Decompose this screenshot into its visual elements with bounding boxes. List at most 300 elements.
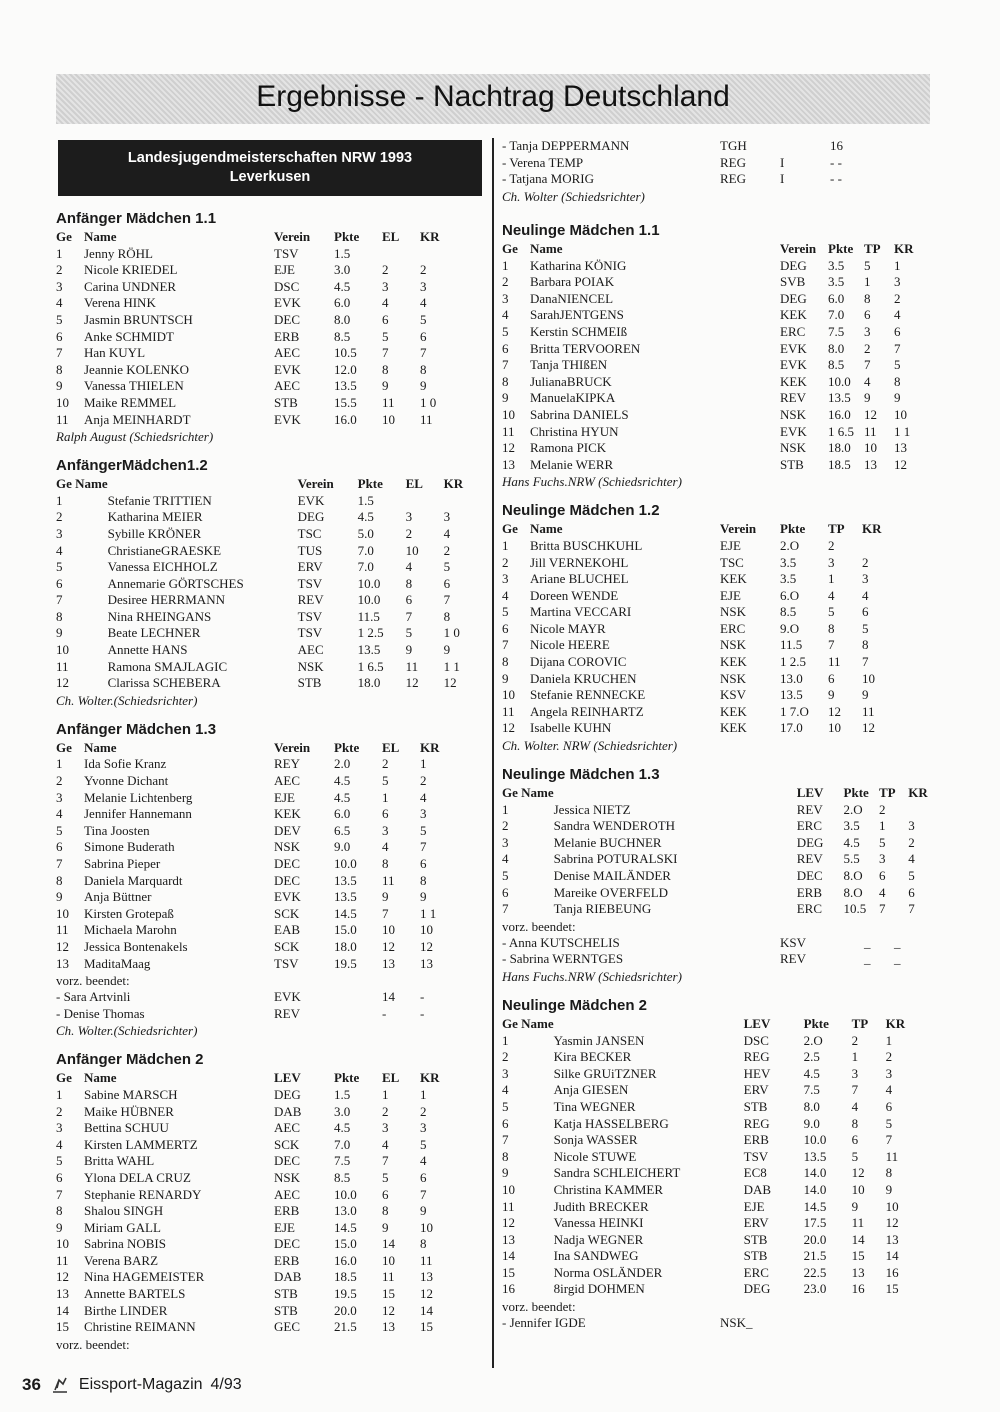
table-cell: REV — [796, 851, 823, 867]
referee: Ch. Wolter.(Schiedsrichter) — [56, 1023, 198, 1039]
table-cell — [334, 989, 382, 1006]
table-row — [56, 1303, 450, 1320]
column-header: Ge Name — [502, 785, 554, 801]
table-cell: 5 — [405, 625, 413, 641]
table-cell: 4 — [862, 587, 869, 603]
table-header — [56, 740, 450, 757]
column-header: Name — [84, 739, 117, 755]
table-cell: Sandra WENDEROTH — [553, 818, 676, 834]
table-cell: DSC — [743, 1032, 769, 1048]
table-cell: 3 — [420, 806, 427, 822]
table-cell: 9 — [828, 687, 835, 703]
table-cell: 6.0 — [334, 806, 351, 822]
table-cell: 2.5 — [803, 1049, 820, 1065]
table-cell: 5 — [828, 604, 835, 620]
table-cell — [828, 935, 864, 952]
table-row — [502, 407, 918, 424]
table-cell: 5 — [908, 868, 915, 883]
table-cell: ChristianeGRAESKE — [107, 542, 222, 558]
table-cell: 13 — [382, 955, 395, 971]
table-cell: 14 — [885, 1248, 899, 1264]
table-cell: 7 — [502, 357, 509, 373]
table-cell: 18.0 — [828, 440, 851, 456]
table-cell: 15 — [420, 1319, 433, 1335]
table-cell: 6 — [862, 604, 869, 620]
table-row — [56, 1087, 450, 1104]
table-cell: 4 — [828, 587, 835, 603]
table-cell: 14.5 — [334, 1219, 357, 1235]
table-cell: 6.O — [780, 587, 800, 603]
table-cell: EVK — [274, 411, 301, 427]
table-row — [502, 818, 932, 835]
table-cell: - Tanja DEPPERMANN — [502, 138, 630, 153]
table-row — [502, 1082, 916, 1099]
table-cell: 13.5 — [334, 378, 357, 394]
table-cell: 11 — [382, 872, 395, 888]
results-section — [56, 455, 486, 709]
column-header: Pkte — [843, 785, 869, 801]
table-cell: 1.5 — [334, 1086, 351, 1102]
table-cell: NSK — [720, 604, 747, 620]
table-cell: 1 — [56, 1086, 63, 1102]
table-row — [502, 538, 892, 555]
table-cell: Nina RHEINGANS — [107, 608, 212, 624]
table-cell: REV — [780, 390, 806, 406]
table-cell: 5 — [502, 323, 509, 339]
table-cell: 3 — [502, 571, 509, 587]
table-cell: Daniela Marquardt — [84, 872, 183, 888]
table-cell: 5 — [420, 311, 427, 327]
table-cell: 15 — [851, 1248, 865, 1264]
column-header: Pkte — [780, 521, 806, 537]
table-cell: 12 — [828, 703, 841, 719]
table-cell: 14 — [382, 989, 395, 1005]
table-cell: ERB — [274, 328, 300, 344]
table-cell: 13 — [851, 1264, 865, 1280]
table-cell: NSK — [720, 670, 747, 686]
table-cell: EJE — [274, 1219, 295, 1235]
table-cell: Yasmin JANSEN — [553, 1032, 645, 1048]
table-cell: 5 — [382, 1169, 389, 1185]
table-cell: 2 — [420, 1103, 427, 1119]
table-cell: 8.5 — [334, 328, 351, 344]
table-cell: 13.5 — [828, 390, 851, 406]
column-header: Name — [530, 521, 563, 537]
table-cell: TSV — [297, 608, 323, 624]
table-cell: 7 — [878, 901, 886, 917]
table-cell: 7 — [382, 905, 389, 921]
table-cell: 9 — [502, 1165, 509, 1181]
table-cell: 14.0 — [803, 1181, 827, 1197]
table-cell: 10 — [56, 1236, 69, 1252]
table-cell: 8.O — [843, 884, 863, 900]
table-cell: Anja Büttner — [84, 889, 152, 905]
table-cell: 7 — [864, 357, 871, 373]
table-cell: 13 — [885, 1231, 899, 1247]
table-cell: ERV — [743, 1215, 769, 1231]
table-cell: 6 — [56, 328, 63, 344]
table-cell: Kirsten Grotepaß — [84, 905, 174, 921]
table-cell: 11 — [862, 703, 875, 719]
table-cell: AEC — [274, 345, 300, 361]
table-cell: 5 — [382, 328, 389, 344]
table-cell: NSK — [274, 839, 301, 855]
table-cell: AEC — [274, 1186, 300, 1202]
table-cell: 8 — [56, 1203, 63, 1219]
table-cell: 6 — [56, 575, 63, 591]
table-cell: Kirsten LAMMERTZ — [84, 1136, 198, 1152]
table-cell — [780, 138, 830, 155]
table-cell: 10 — [382, 411, 395, 427]
table-cell: 6 — [502, 340, 509, 356]
table-cell: 10 — [420, 922, 433, 938]
table-cell: HEV — [743, 1065, 771, 1081]
table-cell: 4.5 — [803, 1065, 820, 1081]
table-cell: 12 — [502, 440, 515, 456]
table-cell: KEK — [720, 571, 747, 587]
page-number: 36 — [22, 1375, 41, 1394]
table-cell: 17.5 — [803, 1215, 827, 1231]
table-row — [56, 1220, 450, 1237]
table-cell: 11 — [56, 1252, 69, 1268]
table-row — [56, 1153, 450, 1170]
table-row — [56, 312, 450, 329]
table-cell: 10 — [828, 720, 841, 736]
table-cell: 1 0 — [420, 394, 437, 410]
table-cell: 1 — [502, 1032, 509, 1048]
table-cell: 3.5 — [843, 818, 860, 834]
table-row — [56, 1187, 450, 1204]
table-cell: 10.0 — [803, 1132, 827, 1148]
table-row — [502, 868, 932, 885]
results-table — [56, 229, 450, 428]
table-cell: 7 — [382, 345, 389, 361]
table-cell: 4 — [851, 1098, 859, 1114]
table-cell: 3 — [382, 1120, 389, 1136]
table-cell: 1 — [894, 257, 901, 273]
withdrawn-row — [56, 1006, 450, 1023]
column-header: KR — [908, 785, 928, 801]
column-header: KR — [885, 1015, 906, 1031]
table-row — [502, 1116, 916, 1133]
table-row — [56, 1269, 450, 1286]
table-cell: 9 — [502, 390, 509, 406]
table-cell: 7.5 — [334, 1153, 351, 1169]
table-cell: 1 — [420, 1086, 427, 1102]
table-cell: 6 — [405, 592, 413, 608]
table-cell: 2 — [56, 262, 63, 278]
table-cell: 7 — [502, 901, 509, 917]
table-row — [56, 675, 474, 692]
table-cell: Tina WEGNER — [553, 1098, 636, 1114]
left-column — [56, 198, 486, 1353]
table-cell: Birthe LINDER — [84, 1302, 168, 1318]
table-cell: EVK — [274, 295, 301, 311]
column-header: Ge Name — [56, 476, 108, 492]
table-cell: Annemarie GÖRTSCHES — [107, 575, 244, 591]
table-cell: 8.0 — [803, 1098, 820, 1114]
column-header: Name — [530, 241, 563, 256]
table-cell: 12 — [56, 938, 69, 954]
table-cell: SarahJENTGENS — [530, 307, 624, 323]
table-header — [502, 241, 918, 258]
table-row — [502, 1215, 916, 1232]
table-cell: 18.0 — [334, 938, 357, 954]
table-cell: 10.5 — [334, 345, 357, 361]
table-cell: 6 — [56, 839, 63, 855]
table-cell: - Jennifer IGDE — [502, 1315, 586, 1331]
table-cell: Judith BRECKER — [553, 1198, 649, 1214]
table-cell: 7 — [56, 856, 63, 871]
table-cell: 10 — [862, 670, 875, 686]
table-row — [56, 543, 474, 560]
column-header: Verein — [274, 229, 311, 244]
table-cell: 13 — [864, 456, 877, 472]
table-cell: - Verena TEMP — [502, 154, 584, 170]
table-cell: Katharina MEIER — [107, 509, 203, 525]
table-row — [502, 1199, 916, 1216]
table-cell: 5 — [56, 1153, 63, 1169]
withdrawn-table — [56, 989, 450, 1022]
section-title: AnfängerMädchen1.2 — [56, 457, 208, 475]
table-cell: 4 — [908, 851, 915, 867]
note: vorz. beendet: — [56, 973, 130, 989]
table-cell: 4 — [878, 884, 886, 900]
table-cell: 8 — [502, 654, 509, 670]
table-cell: 2 — [502, 1049, 509, 1065]
table-cell: 14 — [56, 1302, 69, 1318]
table-cell: DEG — [297, 509, 325, 525]
table-cell: 6 — [420, 1169, 427, 1185]
table-cell: 3 — [56, 278, 63, 294]
table-cell: 1 6.5 — [357, 658, 384, 674]
table-cell: 3.5 — [828, 257, 845, 273]
table-cell: 8 — [420, 361, 427, 377]
table-cell: 15 — [56, 1319, 69, 1335]
table-cell: Angela REINHARTZ — [530, 703, 644, 719]
table-cell: Anke SCHMIDT — [84, 328, 174, 344]
table-row — [502, 1248, 916, 1265]
table-cell: _ — [864, 934, 871, 950]
table-cell: 12 — [56, 675, 69, 691]
table-cell: 2 — [56, 1103, 63, 1119]
table-cell: Bettina SCHUU — [84, 1120, 169, 1136]
table-cell: 13.5 — [803, 1148, 827, 1164]
table-cell: 2 — [894, 290, 901, 306]
table-cell: 10 — [382, 1252, 395, 1268]
table-row — [502, 1182, 916, 1199]
table-cell: 9.0 — [334, 839, 351, 855]
table-cell: Vanessa EICHHOLZ — [107, 559, 218, 575]
table-cell: 15 — [502, 1264, 515, 1280]
table-row — [56, 378, 450, 395]
table-cell: 22.5 — [803, 1264, 827, 1280]
table-cell: 10.0 — [334, 856, 357, 871]
table-cell: REV — [274, 1005, 300, 1021]
table-cell: 13.5 — [357, 642, 381, 658]
table-row — [502, 835, 932, 852]
table-cell: Jessica NIETZ — [553, 801, 631, 817]
table-cell: 7 — [862, 654, 869, 670]
table-cell: 10 — [56, 905, 69, 921]
column-header: Name — [84, 1070, 117, 1086]
table-cell: 15.0 — [334, 922, 357, 938]
table-cell: 7 — [908, 901, 915, 917]
table-cell: 11 — [382, 394, 395, 410]
table-cell: 11 — [420, 411, 433, 427]
table-cell: 7 — [851, 1082, 859, 1098]
table-cell: Nina HAGEMEISTER — [84, 1269, 205, 1285]
table-row — [502, 654, 892, 671]
table-cell: NSK — [780, 440, 807, 456]
table-cell: Silke GRUiTZNER — [553, 1065, 657, 1081]
table-cell: 3 — [420, 278, 427, 294]
table-cell: Sonja WASSER — [553, 1132, 638, 1148]
table-row — [56, 823, 450, 840]
table-cell: 12 — [405, 675, 419, 691]
table-cell: - Denise Thomas — [56, 1005, 145, 1021]
table-cell: 9 — [502, 670, 509, 686]
table-cell: Sandra SCHLEICHERT — [553, 1165, 681, 1181]
column-header: TP — [828, 521, 845, 537]
table-cell: - — [382, 1005, 387, 1021]
table-cell: Nicole KRIEDEL — [84, 262, 178, 278]
table-cell: ERB — [274, 1252, 300, 1268]
table-cell: 10 — [502, 1181, 515, 1197]
table-cell: ERB — [796, 884, 823, 900]
table-cell: 3 — [382, 822, 389, 838]
table-row — [56, 1104, 450, 1121]
table-cell: 3.0 — [334, 262, 351, 278]
table-row — [56, 756, 450, 773]
table-cell: 3 — [420, 1120, 427, 1136]
table-cell: 6 — [908, 884, 915, 900]
table-row — [502, 704, 892, 721]
table-cell: 9 — [56, 1219, 63, 1235]
table-cell: Maike HÜBNER — [84, 1103, 174, 1119]
table-cell: 15.0 — [334, 1236, 357, 1252]
table-row — [56, 625, 474, 642]
table-cell: 4 — [894, 307, 901, 323]
table-cell: 1 2.5 — [780, 654, 806, 670]
table-cell — [334, 1006, 382, 1023]
table-cell: 9.0 — [803, 1115, 820, 1131]
column-header: Verein — [780, 241, 817, 256]
table-row — [502, 291, 918, 308]
table-cell: REV — [796, 801, 823, 817]
table-cell: DAB — [274, 1269, 302, 1285]
table-row — [56, 526, 474, 543]
table-cell: STB — [743, 1231, 768, 1247]
referee: Ch. Wolter. NRW (Schiedsrichter) — [502, 738, 678, 754]
referee: Ralph August (Schiedsrichter) — [56, 429, 214, 445]
column-header — [554, 1016, 744, 1033]
table-cell: Anja MEINHARDT — [84, 411, 191, 427]
referee: Ch. Wolter.(Schiedsrichter) — [56, 692, 198, 708]
table-cell: - — [420, 1005, 425, 1021]
table-cell: DEC — [274, 1153, 300, 1169]
table-cell: 15 — [885, 1281, 899, 1297]
table-cell: KEK — [720, 720, 747, 736]
table-cell: Kira BECKER — [553, 1049, 632, 1065]
table-cell: 11.5 — [780, 637, 803, 653]
table-cell: 23.0 — [803, 1281, 827, 1297]
table-cell: 10 — [851, 1181, 865, 1197]
table-cell: KSV — [720, 687, 747, 703]
table-cell: Jasmin BRUNTSCH — [84, 311, 193, 327]
table-cell: 11 — [502, 703, 515, 719]
table-cell: 7 — [502, 1132, 509, 1148]
withdrawn-row — [502, 935, 918, 952]
table-cell: 5 — [420, 1136, 427, 1152]
withdrawn-row — [502, 1315, 892, 1332]
table-cell: 6 — [382, 806, 389, 822]
table-cell: 5 — [502, 868, 509, 883]
table-cell: 9 — [420, 889, 427, 905]
table-cell: 1 0 — [443, 625, 460, 641]
table-cell: STB — [780, 456, 804, 472]
table-cell: Britta WAHL — [84, 1153, 155, 1169]
table-cell: Nicole STUWE — [553, 1148, 637, 1164]
table-cell: 5 — [502, 1098, 509, 1114]
table-cell: 2.O — [780, 537, 800, 553]
table-cell: 4 — [502, 1082, 509, 1098]
table-cell: 8 — [56, 361, 63, 377]
table-cell: 15.5 — [334, 394, 357, 410]
table-cell: 11 — [502, 1198, 515, 1214]
table-cell: Doreen WENDE — [530, 587, 619, 603]
table-cell: 2 — [382, 1103, 389, 1119]
column-header: LEV — [796, 785, 824, 801]
table-cell: 6 — [851, 1132, 859, 1148]
table-cell: 11 — [828, 654, 841, 670]
results-table — [56, 1070, 450, 1336]
table-cell: 8.0 — [334, 311, 351, 327]
table-cell: 7.5 — [828, 323, 845, 339]
table-cell: Katharina KÖNIG — [530, 257, 627, 273]
magazine-issue: 4/93 — [210, 1376, 242, 1393]
table-cell: Yvonne Dichant — [84, 773, 169, 789]
table-cell: 6 — [885, 1098, 893, 1114]
table-cell: 2 — [502, 274, 509, 290]
table-cell: Han KUYL — [84, 345, 146, 361]
right-top-block — [502, 138, 932, 205]
table-row — [56, 609, 474, 626]
table-row — [502, 1049, 916, 1066]
referee: Hans Fuchs.NRW (Schiedsrichter) — [502, 968, 682, 984]
table-row — [56, 1236, 450, 1253]
table-cell: Sybille KRÖNER — [107, 525, 202, 541]
table-cell: 5 — [864, 257, 871, 273]
table-cell: 1 — [828, 571, 835, 587]
table-cell: Mareike OVERFELD — [553, 884, 669, 900]
table-cell: 20.0 — [334, 1302, 357, 1318]
table-cell: 9 — [862, 687, 869, 703]
table-cell: ManuelaKIPKA — [530, 390, 616, 406]
table-cell: 3 — [56, 1120, 63, 1136]
table-cell: 4 — [405, 559, 413, 575]
table-cell: Michaela Marohn — [84, 922, 177, 938]
page-footer — [22, 1374, 242, 1396]
table-cell: GEC — [274, 1319, 300, 1335]
table-cell: REG — [743, 1115, 770, 1131]
table-cell: 6 — [828, 670, 835, 686]
table-cell: 7 — [56, 345, 63, 361]
table-row — [502, 258, 918, 275]
table-cell: 4 — [420, 789, 427, 805]
table-cell: Miriam GALL — [84, 1219, 161, 1235]
table-cell: ERV — [297, 559, 323, 575]
